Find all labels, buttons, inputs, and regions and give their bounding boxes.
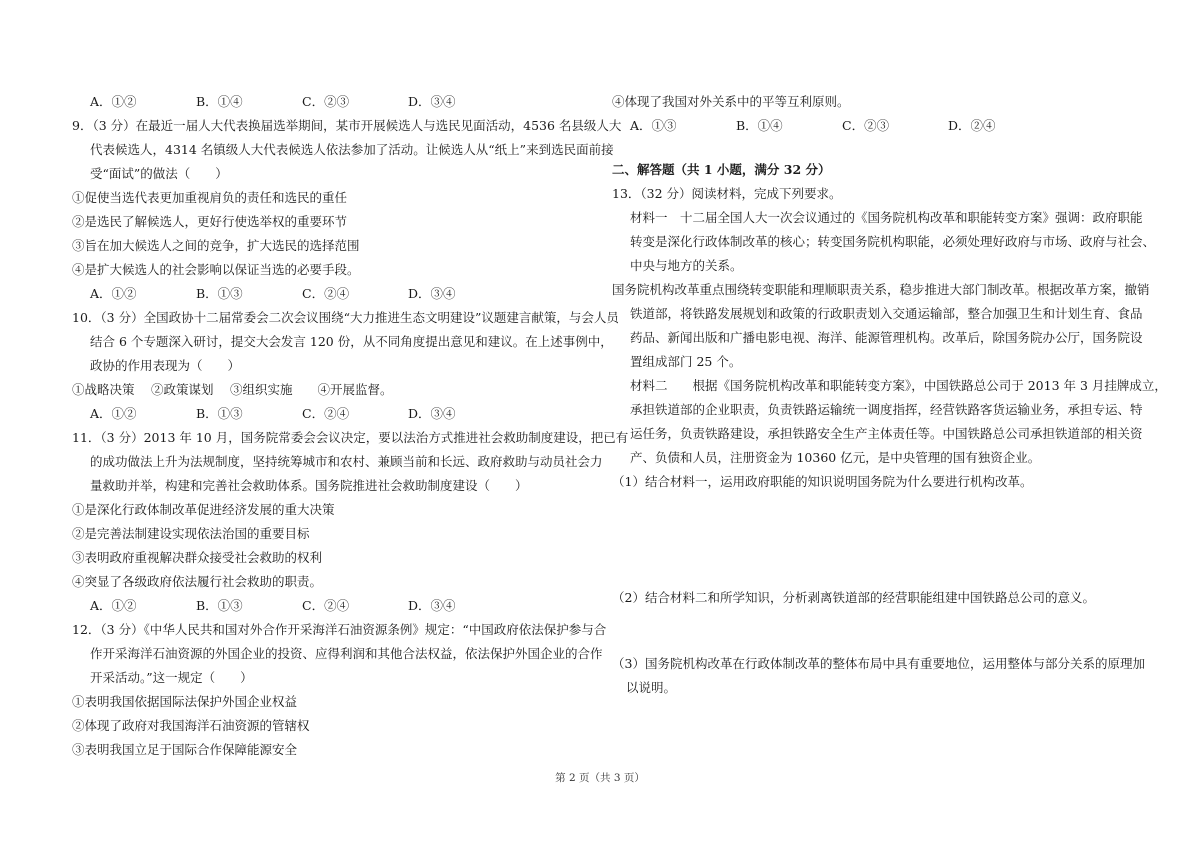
option-b: B．①③ (196, 286, 243, 301)
q9-item: ③旨在加大候选人之间的竞争，扩大选民的选择范围 (72, 238, 360, 253)
q10-stem-line: 10．（3 分）全国政协十二届常委会二次会议围绕“大力推进生态文明建设”议题建言献策，与会人员 (72, 310, 619, 325)
option-c: C．②④ (302, 598, 350, 613)
q12-item: ④体现了我国对外关系中的平等互利原则。 (612, 94, 850, 109)
q13-stem: 13．（32 分）阅读材料，完成下列要求。 (612, 186, 842, 201)
material-1 (612, 206, 1156, 374)
sub-question-3: （3）国务院机构改革在行政体制改革的整体布局中具有重要地位，运用整体与部分关系的原理加 (612, 656, 1145, 671)
option-a: A．①③ (630, 118, 677, 133)
material-line: 国务院机构改革重点围绕转变职能和理顺职责关系，稳步推进大部门制改革。根据改革方案，撤销 (612, 282, 1150, 297)
q9-stem-line: 代表候选人，4314 名镇级人大代表候选人依法参加了活动。让候选人从“纸上”来到选民面前接 (90, 142, 614, 157)
q9-item: ④是扩大候选人的社会影响以保证当选的必要手段。 (72, 262, 360, 277)
page-footer: 第 2 页（共 3 页） (555, 772, 645, 784)
sub-question-2: （2）结合材料二和所学知识，分析剥离铁道部的经营职能组建中国铁路总公司的意义。 (612, 590, 1095, 605)
material-2 (612, 374, 1167, 470)
q12-stem-line: 12．（3 分）《中华人民共和国对外合作开采海洋石油资源条例》规定：“中国政府依法保护参与合 (72, 622, 607, 637)
option-c: C．②③ (842, 118, 890, 133)
option-d: D．②④ (948, 118, 996, 133)
option-d: D．③④ (408, 406, 456, 421)
option-d: D．③④ (408, 286, 456, 301)
q11-stem-line: 量救助并举，构建和完善社会救助体系。国务院推进社会救助制度建设（ ） (90, 478, 528, 493)
question-9 (72, 114, 622, 306)
material-line: 产、负债和人员，注册资金为 10360 亿元，是中央管理的国有独资企业。 (630, 450, 1041, 465)
q11-stem-line: 的成功做法上升为法规制度，坚持统筹城市和农村、兼顾当前和长远、政府救助与动员社会力 (90, 454, 603, 469)
q10-stem-line: 政协的作用表现为（ ） (90, 358, 241, 373)
material-line: 转变是深化行政体制改革的核心；转变国务院机构职能，必须处理好政府与市场、政府与社会、 (630, 234, 1156, 249)
material-line: 置组成部门 25 个。 (630, 354, 742, 369)
option-a: A．①② (90, 598, 137, 613)
material-line: 运任务，负责铁路建设，承担铁路安全生产主体责任等。中国铁路总公司承担铁道部的相关资 (630, 426, 1143, 441)
sub-question-1: （1）结合材料一，运用政府职能的知识说明国务院为什么要进行机构改革。 (612, 474, 1033, 489)
question-10 (72, 306, 619, 426)
q10-options (72, 402, 592, 426)
sub-question-3-cont: 以说明。 (626, 680, 677, 695)
q11-item: ③表明政府重视解决群众接受社会救助的权利 (72, 550, 323, 565)
q8-options (72, 90, 592, 114)
q12-options (612, 114, 1132, 138)
option-c: C．②④ (302, 286, 350, 301)
material-line: 药品、新闻出版和广播电影电视、海洋、能源管理机构。改革后，除国务院办公厅，国务院设 (630, 330, 1143, 345)
q11-options (72, 594, 592, 618)
option-d: D．③④ (408, 598, 456, 613)
material-line: 铁道部，将铁路发展规划和政策的行政职责划入交通运输部，整合加强卫生和计划生育、食品 (630, 306, 1143, 321)
left-column (72, 90, 629, 762)
q9-options (72, 282, 592, 306)
q9-item: ②是选民了解候选人，更好行使选举权的重要环节 (72, 214, 348, 229)
q11-stem-line: 11．（3 分）2013 年 10 月，国务院常委会会议决定，要以法治方式推进社会救助制度建设，把已有 (72, 430, 629, 445)
option-b: B．①④ (196, 94, 243, 109)
q9-stem-line: 9．（3 分）在最近一届人大代表换届选举期间，某市开展候选人与选民见面活动，4536 名县级人大 (72, 118, 622, 133)
q11-item: ①是深化行政体制改革促进经济发展的重大决策 (72, 502, 335, 517)
material-line: 承担铁道部的企业职责，负责铁路运输统一调度指挥，经营铁路客货运输业务，承担专运、特 (630, 402, 1143, 417)
q12-item: ①表明我国依据国际法保护外国企业权益 (72, 694, 298, 709)
q11-item: ②是完善法制建设实现依法治国的重要目标 (72, 526, 310, 541)
option-d: D．③④ (408, 94, 456, 109)
material-line: 中央与地方的关系。 (630, 258, 743, 273)
q9-item: ①促使当选代表更加重视肩负的责任和选民的重任 (72, 190, 348, 205)
question-12 (72, 618, 607, 762)
option-c: C．②③ (302, 94, 350, 109)
option-c: C．②④ (302, 406, 350, 421)
option-a: A．①② (90, 406, 137, 421)
q9-stem-line: 受“面试”的做法（ ） (90, 166, 228, 181)
material-line: 材料一 十二届全国人大一次会议通过的《国务院机构改革和职能转变方案》强调：政府职能 (630, 210, 1143, 225)
q12-item: ②体现了政府对我国海洋石油资源的管辖权 (72, 718, 310, 733)
section-title: 二、解答题（共 1 小题，满分 32 分） (612, 162, 831, 177)
right-column (612, 90, 1167, 700)
option-b: B．①④ (736, 118, 783, 133)
option-b: B．①③ (196, 406, 243, 421)
q10-item: ①战略决策 ②政策谋划 ③组织实施 ④开展监督。 (72, 382, 393, 397)
material-line: 材料二 根据《国务院机构改革和职能转变方案》，中国铁路总公司于 2013 年 3 月挂牌成立， (630, 378, 1167, 393)
q12-item: ③表明我国立足于国际合作保障能源安全 (72, 742, 298, 757)
q10-stem-line: 结合 6 个专题深入研讨，提交大会发言 120 份，从不同角度提出意见和建议。在上述事例中， (90, 334, 613, 349)
q11-item: ④突显了各级政府依法履行社会救助的职责。 (72, 574, 323, 589)
question-11 (72, 426, 629, 618)
option-b: B．①③ (196, 598, 243, 613)
option-a: A．①② (90, 286, 137, 301)
q12-stem-line: 开采活动。”这一规定（ ） (90, 670, 253, 685)
option-a: A．①② (90, 94, 137, 109)
q12-stem-line: 作开采海洋石油资源的外国企业的投资、应得利润和其他合法权益，依法保护外国企业的合作 (90, 646, 603, 661)
